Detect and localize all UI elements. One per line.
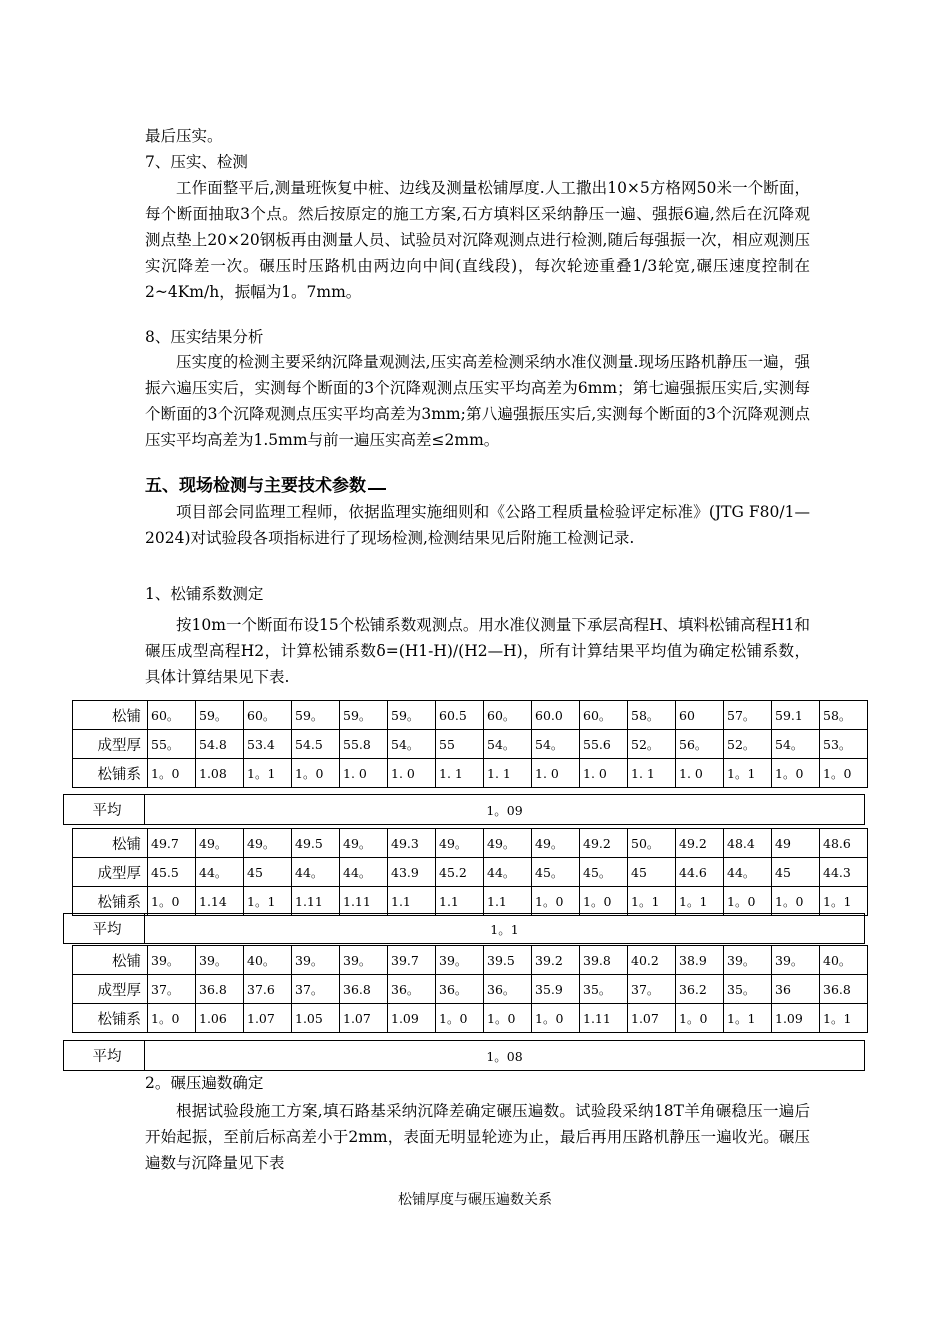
table-cell: 48.6 <box>820 829 868 858</box>
paragraph-field-testing: 项目部会同监理工程师，依据监理实施细则和《公路工程质量检验评定标准》(JTG F80/1—2024)对试验段各项指标进行了现场检测,检测结果见后附施工检测记录. <box>145 503 810 547</box>
table-cell: 52。 <box>724 730 772 759</box>
table-cell: 1. 0 <box>580 759 628 788</box>
table-cell: 45。 <box>580 858 628 887</box>
table-cell: 40。 <box>820 946 868 975</box>
table-cell: 59。 <box>388 701 436 730</box>
table-cell: 1。0 <box>148 759 196 788</box>
table-cell: 49.3 <box>388 829 436 858</box>
chapter-5-heading-text: 五、现场检测与主要技术参数 <box>145 476 366 496</box>
table-cell: 1。0 <box>148 887 196 916</box>
table-row <box>73 730 868 759</box>
average-value: 1。09 <box>145 795 865 825</box>
average-label: 平均 <box>64 914 145 944</box>
table-row <box>73 829 868 858</box>
table-cell: 1。0 <box>292 759 340 788</box>
table-cell: 1. 1 <box>484 759 532 788</box>
row-label: 松铺 <box>73 946 148 975</box>
table-cell: 1.09 <box>772 1004 820 1033</box>
table-cell: 60.5 <box>436 701 484 730</box>
average-value: 1。1 <box>145 914 865 944</box>
table-cell: 36。 <box>436 975 484 1004</box>
table-cell: 35。 <box>724 975 772 1004</box>
table-cell: 36.8 <box>820 975 868 1004</box>
paragraph-loose-coefficient: 按10m一个断面布设15个松铺系数观测点。用水准仪测量下承层高程H、填料松铺高程H1和碾压成型高程H2，计算松铺系数δ=(H1-H)/(H2—H)，所有计算结果平均值为确定松铺系数，具体计算结果见下表. <box>145 616 810 686</box>
table-cell: 45。 <box>532 858 580 887</box>
table-cell: 45 <box>244 858 292 887</box>
table-cell: 39。 <box>340 946 388 975</box>
table-cell: 49。 <box>532 829 580 858</box>
table-cell: 35。 <box>580 975 628 1004</box>
table-cell: 1。1 <box>628 887 676 916</box>
table-cell: 1。1 <box>244 759 292 788</box>
table-cell: 40。 <box>244 946 292 975</box>
table-row <box>73 759 868 788</box>
table-cell: 59。 <box>340 701 388 730</box>
row-label: 松铺 <box>73 701 148 730</box>
section-2-heading: 2。碾压遍数确定 <box>145 1074 264 1092</box>
table-cell: 1.09 <box>388 1004 436 1033</box>
table-cell: 39。 <box>148 946 196 975</box>
table-cell: 1。1 <box>820 1004 868 1033</box>
table-cell: 45 <box>772 858 820 887</box>
table-cell: 1.1 <box>484 887 532 916</box>
table-cell: 1. 0 <box>388 759 436 788</box>
table-cell: 1.11 <box>580 1004 628 1033</box>
table-cell: 36.2 <box>676 975 724 1004</box>
table-cell: 1.06 <box>196 1004 244 1033</box>
table-cell: 1。0 <box>532 1004 580 1033</box>
paragraph-compaction-procedure: 工作面整平后,测量班恢复中桩、边线及测量松铺厚度.人工撒出10×5方格网50米一个断面，每个断面抽取3个点。然后按原定的施工方案,石方填料区采纳静压一遍、强振6遍,然后在沉降观测点垫上20×20钢板再由测量人员、试验员对沉降观测点进行检测,随后每强振一次，相应观测压实沉降差一次。碾压时压路机由两边向中间(直线段)，每次轮迹重叠1/3轮宽,碾压速度控制在2~4Km/h，振幅为1。7mm。 <box>145 179 810 301</box>
chapter-5-heading <box>145 473 386 499</box>
section-1-heading: 1、松铺系数测定 <box>145 585 264 603</box>
heading-mark <box>368 482 386 490</box>
table-cell: 56。 <box>676 730 724 759</box>
table-cell: 1。0 <box>772 887 820 916</box>
table-cell: 1.05 <box>292 1004 340 1033</box>
table-cell: 59。 <box>196 701 244 730</box>
table-cell: 1.14 <box>196 887 244 916</box>
table-cell: 45.5 <box>148 858 196 887</box>
table-cell: 55。 <box>148 730 196 759</box>
table-row <box>73 858 868 887</box>
table-cell: 58。 <box>820 701 868 730</box>
table-cell: 39。 <box>436 946 484 975</box>
table-cell: 1。0 <box>436 1004 484 1033</box>
table-cell: 54。 <box>484 730 532 759</box>
table-cell: 1.11 <box>340 887 388 916</box>
table-cell: 36 <box>772 975 820 1004</box>
table-cell: 1. 0 <box>532 759 580 788</box>
table-cell: 39。 <box>196 946 244 975</box>
table-cell: 1.08 <box>196 759 244 788</box>
table-cell: 37。 <box>292 975 340 1004</box>
section-7-heading: 7、压实、检测 <box>145 153 248 171</box>
table-cell: 44。 <box>724 858 772 887</box>
table-cell: 49.5 <box>292 829 340 858</box>
average-label: 平均 <box>64 795 145 825</box>
table-cell: 48.4 <box>724 829 772 858</box>
table-row <box>73 1004 868 1033</box>
row-label: 成型厚 <box>73 975 148 1004</box>
table-cell: 1。0 <box>148 1004 196 1033</box>
table-cell: 49.7 <box>148 829 196 858</box>
table-cell: 1.07 <box>244 1004 292 1033</box>
table-cell: 36。 <box>388 975 436 1004</box>
row-label: 成型厚 <box>73 730 148 759</box>
table-cell: 55.6 <box>580 730 628 759</box>
table-cell: 54.8 <box>196 730 244 759</box>
section-8-heading: 8、压实结果分析 <box>145 328 264 346</box>
row-label: 松铺系 <box>73 1004 148 1033</box>
average-row-2 <box>63 913 865 944</box>
loose-coefficient-table-3 <box>72 945 868 1033</box>
table-cell: 1。0 <box>724 887 772 916</box>
table-cell: 1.07 <box>628 1004 676 1033</box>
table-cell: 60。 <box>484 701 532 730</box>
text-line: 最后压实。 <box>145 127 223 145</box>
table-cell: 1。1 <box>724 759 772 788</box>
table-cell: 55.8 <box>340 730 388 759</box>
table-cell: 36。 <box>484 975 532 1004</box>
table-cell: 1。0 <box>580 887 628 916</box>
table-cell: 1. 1 <box>436 759 484 788</box>
table-cell: 59。 <box>292 701 340 730</box>
table-cell: 1.07 <box>340 1004 388 1033</box>
table-cell: 39。 <box>292 946 340 975</box>
table-cell: 36.8 <box>196 975 244 1004</box>
row-label: 松铺系 <box>73 887 148 916</box>
table-cell: 1。0 <box>676 1004 724 1033</box>
table-cell: 1. 0 <box>340 759 388 788</box>
table-cell: 1。1 <box>724 1004 772 1033</box>
paragraph-compaction-analysis: 压实度的检测主要采纳沉降量观测法,压实高差检测采纳水准仪测量.现场压路机静压一遍，强振六遍压实后，实测每个断面的3个沉降观测点压实平均高差为6mm；第七遍强振压实后,实测每个断面的3个沉降观测点压实平均高差为3mm;第八遍强振压实后,实测每个断面的3个沉降观测点压实平均高差为1.5mm与前一遍压实高差≤2mm。 <box>145 353 810 449</box>
table-cell: 39.2 <box>532 946 580 975</box>
table-cell: 54.5 <box>292 730 340 759</box>
table-row <box>73 701 868 730</box>
table-cell: 39。 <box>772 946 820 975</box>
table-row <box>73 975 868 1004</box>
table-cell: 39。 <box>724 946 772 975</box>
table-cell: 1. 1 <box>628 759 676 788</box>
table-cell: 45 <box>628 858 676 887</box>
table-cell: 55 <box>436 730 484 759</box>
table-cell: 44.6 <box>676 858 724 887</box>
table-cell: 40.2 <box>628 946 676 975</box>
table-cell: 1。1 <box>244 887 292 916</box>
table-cell: 60。 <box>580 701 628 730</box>
table-cell: 53。 <box>820 730 868 759</box>
table-cell: 49。 <box>196 829 244 858</box>
table-cell: 49。 <box>436 829 484 858</box>
table-cell: 1。0 <box>532 887 580 916</box>
table-cell: 54。 <box>388 730 436 759</box>
table-cell: 35.9 <box>532 975 580 1004</box>
table-cell: 58。 <box>628 701 676 730</box>
table-cell: 44.3 <box>820 858 868 887</box>
table-cell: 49.2 <box>676 829 724 858</box>
table-cell: 49 <box>772 829 820 858</box>
table-cell: 1.1 <box>436 887 484 916</box>
paragraph-rolling-passes: 根据试验段施工方案,填石路基采纳沉降差确定碾压遍数。试验段采纳18T羊角碾稳压一遍后开始起振，至前后标高差小于2mm，表面无明显轮迹为止，最后再用压路机静压一遍收光。碾压遍数与沉降量见下表 <box>145 1102 810 1172</box>
table-cell: 1.11 <box>292 887 340 916</box>
table-cell: 1。0 <box>484 1004 532 1033</box>
table-cell: 44。 <box>196 858 244 887</box>
average-row-1 <box>63 794 865 825</box>
table-cell: 44。 <box>484 858 532 887</box>
table-cell: 49。 <box>244 829 292 858</box>
row-label: 成型厚 <box>73 858 148 887</box>
loose-coefficient-table-1 <box>72 700 868 788</box>
average-value: 1。08 <box>145 1041 865 1071</box>
table-cell: 43.9 <box>388 858 436 887</box>
table-cell: 38.9 <box>676 946 724 975</box>
table-cell: 50。 <box>628 829 676 858</box>
loose-coefficient-table-2 <box>72 828 868 916</box>
table-cell: 60.0 <box>532 701 580 730</box>
table-cell: 60 <box>676 701 724 730</box>
table-cell: 39.8 <box>580 946 628 975</box>
table-cell: 45.2 <box>436 858 484 887</box>
table-cell: 37。 <box>628 975 676 1004</box>
table-cell: 57。 <box>724 701 772 730</box>
table-cell: 59.1 <box>772 701 820 730</box>
table-cell: 44。 <box>292 858 340 887</box>
table-caption: 松铺厚度与碾压遍数关系 <box>398 1192 552 1208</box>
row-label: 松铺 <box>73 829 148 858</box>
table-cell: 52。 <box>628 730 676 759</box>
table-cell: 60。 <box>244 701 292 730</box>
table-cell: 49.2 <box>580 829 628 858</box>
table-cell: 1.1 <box>388 887 436 916</box>
table-cell: 1。0 <box>820 759 868 788</box>
average-label: 平均 <box>64 1041 145 1071</box>
table-row <box>73 887 868 916</box>
table-cell: 60。 <box>148 701 196 730</box>
table-cell: 54。 <box>532 730 580 759</box>
table-cell: 37.6 <box>244 975 292 1004</box>
table-cell: 1. 0 <box>676 759 724 788</box>
table-cell: 49。 <box>484 829 532 858</box>
table-row <box>73 946 868 975</box>
table-cell: 1。0 <box>772 759 820 788</box>
table-cell: 1。1 <box>676 887 724 916</box>
table-cell: 54。 <box>772 730 820 759</box>
table-cell: 39.5 <box>484 946 532 975</box>
table-cell: 37。 <box>148 975 196 1004</box>
table-cell: 49。 <box>340 829 388 858</box>
row-label: 松铺系 <box>73 759 148 788</box>
table-cell: 44。 <box>340 858 388 887</box>
table-cell: 36.8 <box>340 975 388 1004</box>
table-cell: 39.7 <box>388 946 436 975</box>
table-cell: 1。1 <box>820 887 868 916</box>
table-cell: 53.4 <box>244 730 292 759</box>
average-row-3 <box>63 1040 865 1071</box>
